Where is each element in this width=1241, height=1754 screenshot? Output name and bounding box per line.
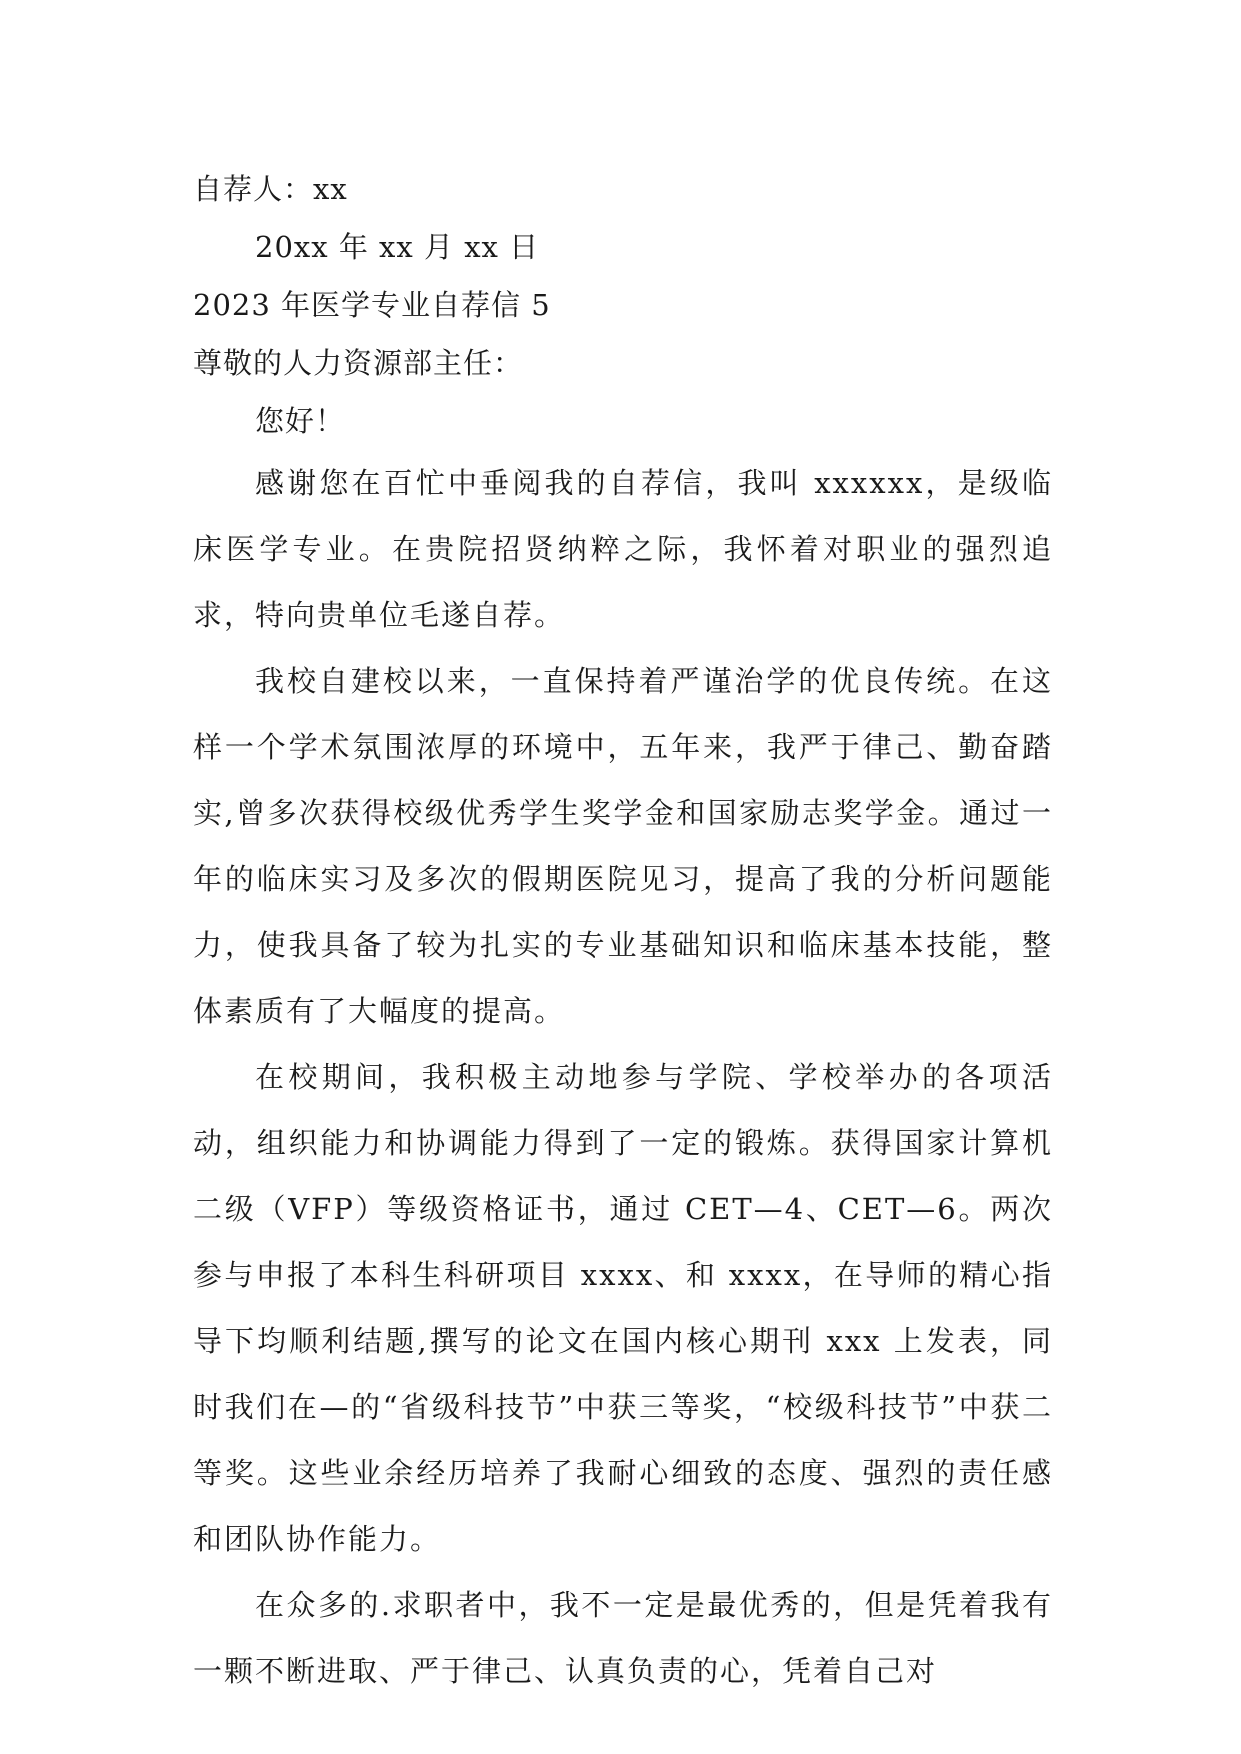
paragraph-activities: 在校期间，我积极主动地参与学院、学校举办的各项活动，组织能力和协调能力得到了一定的锻炼。获得国家计算机二级（VFP）等级资格证书，通过 CET—4、CET—6。两次参与申报了本科生科研项目 xxxx、和 xxxx，在导师的精心指导下均顺利结题,撰写的论文在国内核心期刊 xxx 上发表，同时我们在—的“省级科技节”中获三等奖，“校级科技节”中获二等奖。这些业余经历培养了我耐心细致的态度、强烈的责任感和团队协作能力。 <box>193 1060 1053 1556</box>
salutation: 尊敬的人力资源部主任： <box>193 346 524 380</box>
date-line: 20xx 年 xx 月 xx 日 <box>255 230 540 264</box>
greeting: 您好！ <box>255 404 346 438</box>
paragraph-education: 我校自建校以来，一直保持着严谨治学的优良传统。在这样一个学术氛围浓厚的环境中，五年来，我严于律己、勤奋踏实,曾多次获得校级优秀学生奖学金和国家励志奖学金。通过一年的临床实习及多次的假期医院见习，提高了我的分析问题能力，使我具备了较为扎实的专业基础知识和临床基本技能，整体素质有了大幅度的提高。 <box>193 664 1053 1028</box>
letter-title: 2023 年医学专业自荐信 5 <box>193 288 551 322</box>
paragraph-closing: 在众多的.求职者中，我不一定是最优秀的，但是凭着我有一颗不断进取、严于律己、认真负责的心，凭着自己对 <box>193 1588 1053 1688</box>
paragraph-intro: 感谢您在百忙中垂阅我的自荐信，我叫 xxxxxx，是级临床医学专业。在贵院招贤纳粹之际，我怀着对职业的强烈追求，特向贵单位毛遂自荐。 <box>193 466 1053 632</box>
signer-line: 自荐人：xx <box>193 172 348 206</box>
letter-body <box>193 160 1053 1704</box>
